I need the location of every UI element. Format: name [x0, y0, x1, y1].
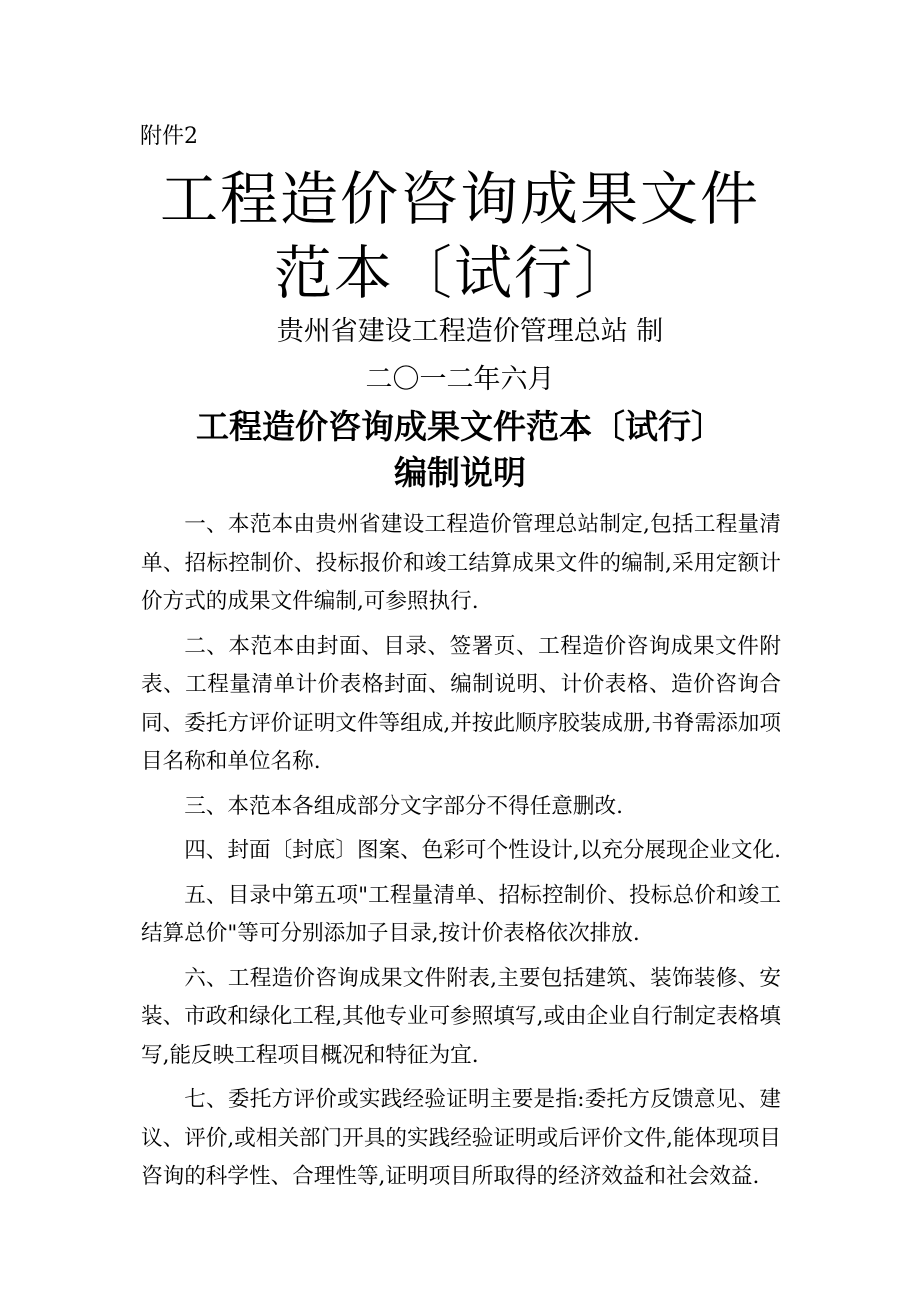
issue-date: 二〇一二年六月	[365, 364, 555, 395]
paragraph-4: 四、封面〔封底〕图案、色彩可个性设计,以充分展现企业文化.	[184, 838, 781, 863]
paragraph-6: 六、工程造价咨询成果文件附表,主要包括建筑、装饰装修、安装、市政和绿化工程,其他专业可参照填写,或由企业自行制定表格填写,能反映工程项目概况和特征为宜.	[141, 965, 781, 1068]
paragraph-2: 二、本范本由封面、目录、签署页、工程造价咨询成果文件附表、工程量清单计价表格封面、编制说明、计价表格、造价咨询合同、委托方评价证明文件等组成,并按此顺序胶装成册,书脊需添加项目名称和单位名称.	[141, 633, 781, 774]
attachment-label: 附件2	[140, 124, 198, 149]
issuer-line: 贵州省建设工程造价管理总站 制	[276, 316, 664, 347]
cover-title-line-1: 工程造价咨询成果文件	[159, 165, 760, 233]
body-text	[141, 506, 781, 1203]
paragraph-7: 七、委托方评价或实践经验证明主要是指:委托方反馈意见、建议、评价,或相关部门开具的实践经验证明或后评价文件,能体现项目咨询的科学性、合理性等,证明项目所取得的经济效益和社会效益.	[141, 1087, 781, 1189]
paragraph-3: 三、本范本各组成部分文字部分不得任意删改.	[184, 793, 623, 819]
paragraph-5: 五、目录中第五项"工程量清单、招标控制价、投标总价和竣工结算总价"等可分别添加子目录,按计价表格依次排放.	[141, 882, 781, 946]
document-title: 工程造价咨询成果文件范本〔试行〕	[196, 407, 724, 446]
document-subtitle: 编制说明	[394, 453, 526, 492]
cover-title-line-2: 范本〔试行〕	[273, 239, 634, 307]
paragraph-1: 一、本范本由贵州省建设工程造价管理总站制定,包括工程量清单、招标控制价、投标报价和竣工结算成果文件的编制,采用定额计价方式的成果文件编制,可参照执行.	[141, 512, 781, 614]
